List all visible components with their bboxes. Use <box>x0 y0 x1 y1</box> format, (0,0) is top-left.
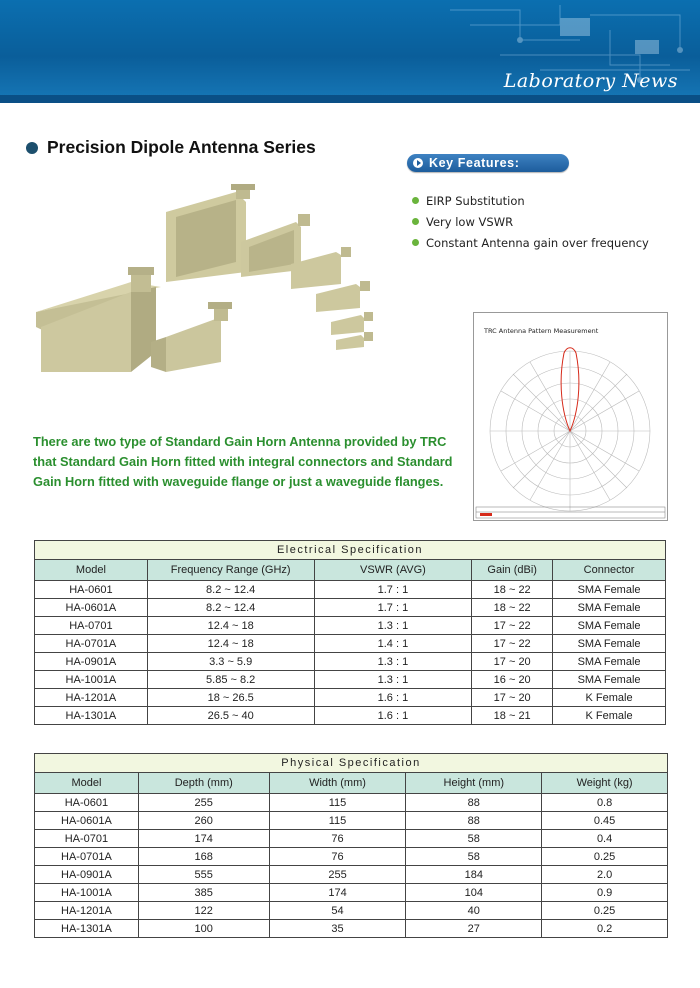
table-cell: 26.5 ~ 40 <box>147 707 314 725</box>
table-cell: 76 <box>269 830 406 848</box>
table-cell: 18 ~ 21 <box>472 707 553 725</box>
table-cell: 255 <box>269 866 406 884</box>
feature-item: Constant Antenna gain over frequency <box>412 232 649 253</box>
table-cell: SMA Female <box>553 581 666 599</box>
table-cell: 1.6 : 1 <box>314 689 472 707</box>
table-cell: 54 <box>269 902 406 920</box>
table-cell: SMA Female <box>553 635 666 653</box>
polar-plot <box>474 313 667 520</box>
table-cell: 115 <box>269 812 406 830</box>
bullet-icon <box>26 142 38 154</box>
table-cell: 88 <box>406 794 542 812</box>
table-cell: HA-0701 <box>35 617 148 635</box>
table-row <box>35 866 668 884</box>
table-cell: 8.2 ~ 12.4 <box>147 581 314 599</box>
column-header: VSWR (AVG) <box>314 560 472 581</box>
table-cell: SMA Female <box>553 671 666 689</box>
table-cell: SMA Female <box>553 617 666 635</box>
physical-caption: Physical Specification <box>35 754 668 773</box>
table-cell: 168 <box>138 848 269 866</box>
table-cell: 76 <box>269 848 406 866</box>
header-title: Laboratory News <box>503 70 678 92</box>
bullet-icon <box>412 239 419 246</box>
table-header-row <box>35 773 668 794</box>
table-cell: 17 ~ 22 <box>472 617 553 635</box>
table-cell: HA-1301A <box>35 707 148 725</box>
column-header: Width (mm) <box>269 773 406 794</box>
table-cell: HA-0901A <box>35 866 139 884</box>
description-text: There are two type of Standard Gain Horn Antenna provided by TRC that Standard Gain Horn fitted with integral connectors and Standard Gain Horn fitted with waveguide flange or just a waveguide flanges. <box>33 434 453 489</box>
table-cell: 2.0 <box>542 866 668 884</box>
table-cell: 122 <box>138 902 269 920</box>
bullet-icon <box>412 197 419 204</box>
table-row <box>35 920 668 938</box>
electrical-table-body <box>35 581 666 725</box>
features-list <box>412 190 649 253</box>
play-arrow-icon <box>413 158 423 168</box>
table-row <box>35 635 666 653</box>
table-cell: SMA Female <box>553 599 666 617</box>
table-cell: 58 <box>406 848 542 866</box>
table-row <box>35 581 666 599</box>
table-cell: 27 <box>406 920 542 938</box>
table-cell: 12.4 ~ 18 <box>147 635 314 653</box>
table-cell: HA-1001A <box>35 671 148 689</box>
table-row <box>35 884 668 902</box>
table-cell: 12.4 ~ 18 <box>147 617 314 635</box>
table-cell: 17 ~ 22 <box>472 635 553 653</box>
table-row <box>35 707 666 725</box>
feature-item: Very low VSWR <box>412 211 649 232</box>
table-cell: K Female <box>553 689 666 707</box>
table-cell: 100 <box>138 920 269 938</box>
table-cell: HA-0601A <box>35 812 139 830</box>
column-header: Gain (dBi) <box>472 560 553 581</box>
electrical-spec-table <box>34 540 666 725</box>
physical-spec-table <box>34 753 668 938</box>
column-header: Depth (mm) <box>138 773 269 794</box>
table-cell: HA-1301A <box>35 920 139 938</box>
table-row <box>35 617 666 635</box>
section-title-text: Precision Dipole Antenna Series <box>47 137 316 157</box>
table-cell: 16 ~ 20 <box>472 671 553 689</box>
table-header-row <box>35 560 666 581</box>
table-row <box>35 599 666 617</box>
table-cell: 385 <box>138 884 269 902</box>
header-strip <box>0 95 700 103</box>
table-cell: 18 ~ 22 <box>472 581 553 599</box>
table-row <box>35 848 668 866</box>
header-banner <box>0 0 700 103</box>
table-cell: 1.4 : 1 <box>314 635 472 653</box>
table-cell: 5.85 ~ 8.2 <box>147 671 314 689</box>
table-cell: 18 ~ 22 <box>472 599 553 617</box>
table-cell: HA-0601 <box>35 794 139 812</box>
table-cell: 35 <box>269 920 406 938</box>
table-cell: 1.6 : 1 <box>314 707 472 725</box>
key-features-label: Key Features: <box>429 156 520 170</box>
table-cell: HA-0701A <box>35 635 148 653</box>
table-cell: HA-1001A <box>35 884 139 902</box>
table-cell: 3.3 ~ 5.9 <box>147 653 314 671</box>
table-cell: HA-1201A <box>35 689 148 707</box>
table-row <box>35 794 668 812</box>
table-cell: 1.3 : 1 <box>314 653 472 671</box>
column-header: Connector <box>553 560 666 581</box>
table-cell: 17 ~ 20 <box>472 689 553 707</box>
table-cell: 8.2 ~ 12.4 <box>147 599 314 617</box>
table-cell: 40 <box>406 902 542 920</box>
table-cell: 0.8 <box>542 794 668 812</box>
column-header: Frequency Range (GHz) <box>147 560 314 581</box>
table-cell: 184 <box>406 866 542 884</box>
table-cell: 0.9 <box>542 884 668 902</box>
table-cell: 0.45 <box>542 812 668 830</box>
electrical-caption: Electrical Specification <box>35 541 666 560</box>
table-cell: SMA Female <box>553 653 666 671</box>
table-cell: HA-0701 <box>35 830 139 848</box>
table-row <box>35 812 668 830</box>
table-caption-row <box>35 541 666 560</box>
table-cell: K Female <box>553 707 666 725</box>
column-header: Height (mm) <box>406 773 542 794</box>
table-cell: HA-1201A <box>35 902 139 920</box>
feature-item: EIRP Substitution <box>412 190 649 211</box>
table-cell: 115 <box>269 794 406 812</box>
table-cell: 0.25 <box>542 902 668 920</box>
table-cell: 260 <box>138 812 269 830</box>
table-cell: 255 <box>138 794 269 812</box>
key-features-badge <box>407 154 569 172</box>
section-title <box>26 137 316 158</box>
table-cell: 0.4 <box>542 830 668 848</box>
bullet-icon <box>412 218 419 225</box>
table-cell: 174 <box>138 830 269 848</box>
table-row <box>35 653 666 671</box>
table-cell: 0.2 <box>542 920 668 938</box>
table-cell: 1.7 : 1 <box>314 581 472 599</box>
column-header: Model <box>35 773 139 794</box>
table-cell: 88 <box>406 812 542 830</box>
table-row <box>35 830 668 848</box>
table-cell: 1.7 : 1 <box>314 599 472 617</box>
table-cell: 58 <box>406 830 542 848</box>
table-cell: 555 <box>138 866 269 884</box>
physical-table-body <box>35 794 668 938</box>
column-header: Weight (kg) <box>542 773 668 794</box>
table-cell: 17 ~ 20 <box>472 653 553 671</box>
table-cell: 1.3 : 1 <box>314 671 472 689</box>
pattern-chart-title: TRC Antenna Pattern Measurement <box>484 327 599 335</box>
table-row <box>35 671 666 689</box>
table-cell: 0.25 <box>542 848 668 866</box>
table-cell: HA-0701A <box>35 848 139 866</box>
table-row <box>35 689 666 707</box>
antenna-pattern-chart <box>473 312 668 521</box>
column-header: Model <box>35 560 148 581</box>
table-row <box>35 902 668 920</box>
table-cell: HA-0601 <box>35 581 148 599</box>
table-cell: 104 <box>406 884 542 902</box>
table-cell: 18 ~ 26.5 <box>147 689 314 707</box>
table-caption-row <box>35 754 668 773</box>
table-cell: HA-0901A <box>35 653 148 671</box>
table-cell: 174 <box>269 884 406 902</box>
horn-antennas-photo <box>36 182 396 372</box>
table-cell: 1.3 : 1 <box>314 617 472 635</box>
table-cell: HA-0601A <box>35 599 148 617</box>
